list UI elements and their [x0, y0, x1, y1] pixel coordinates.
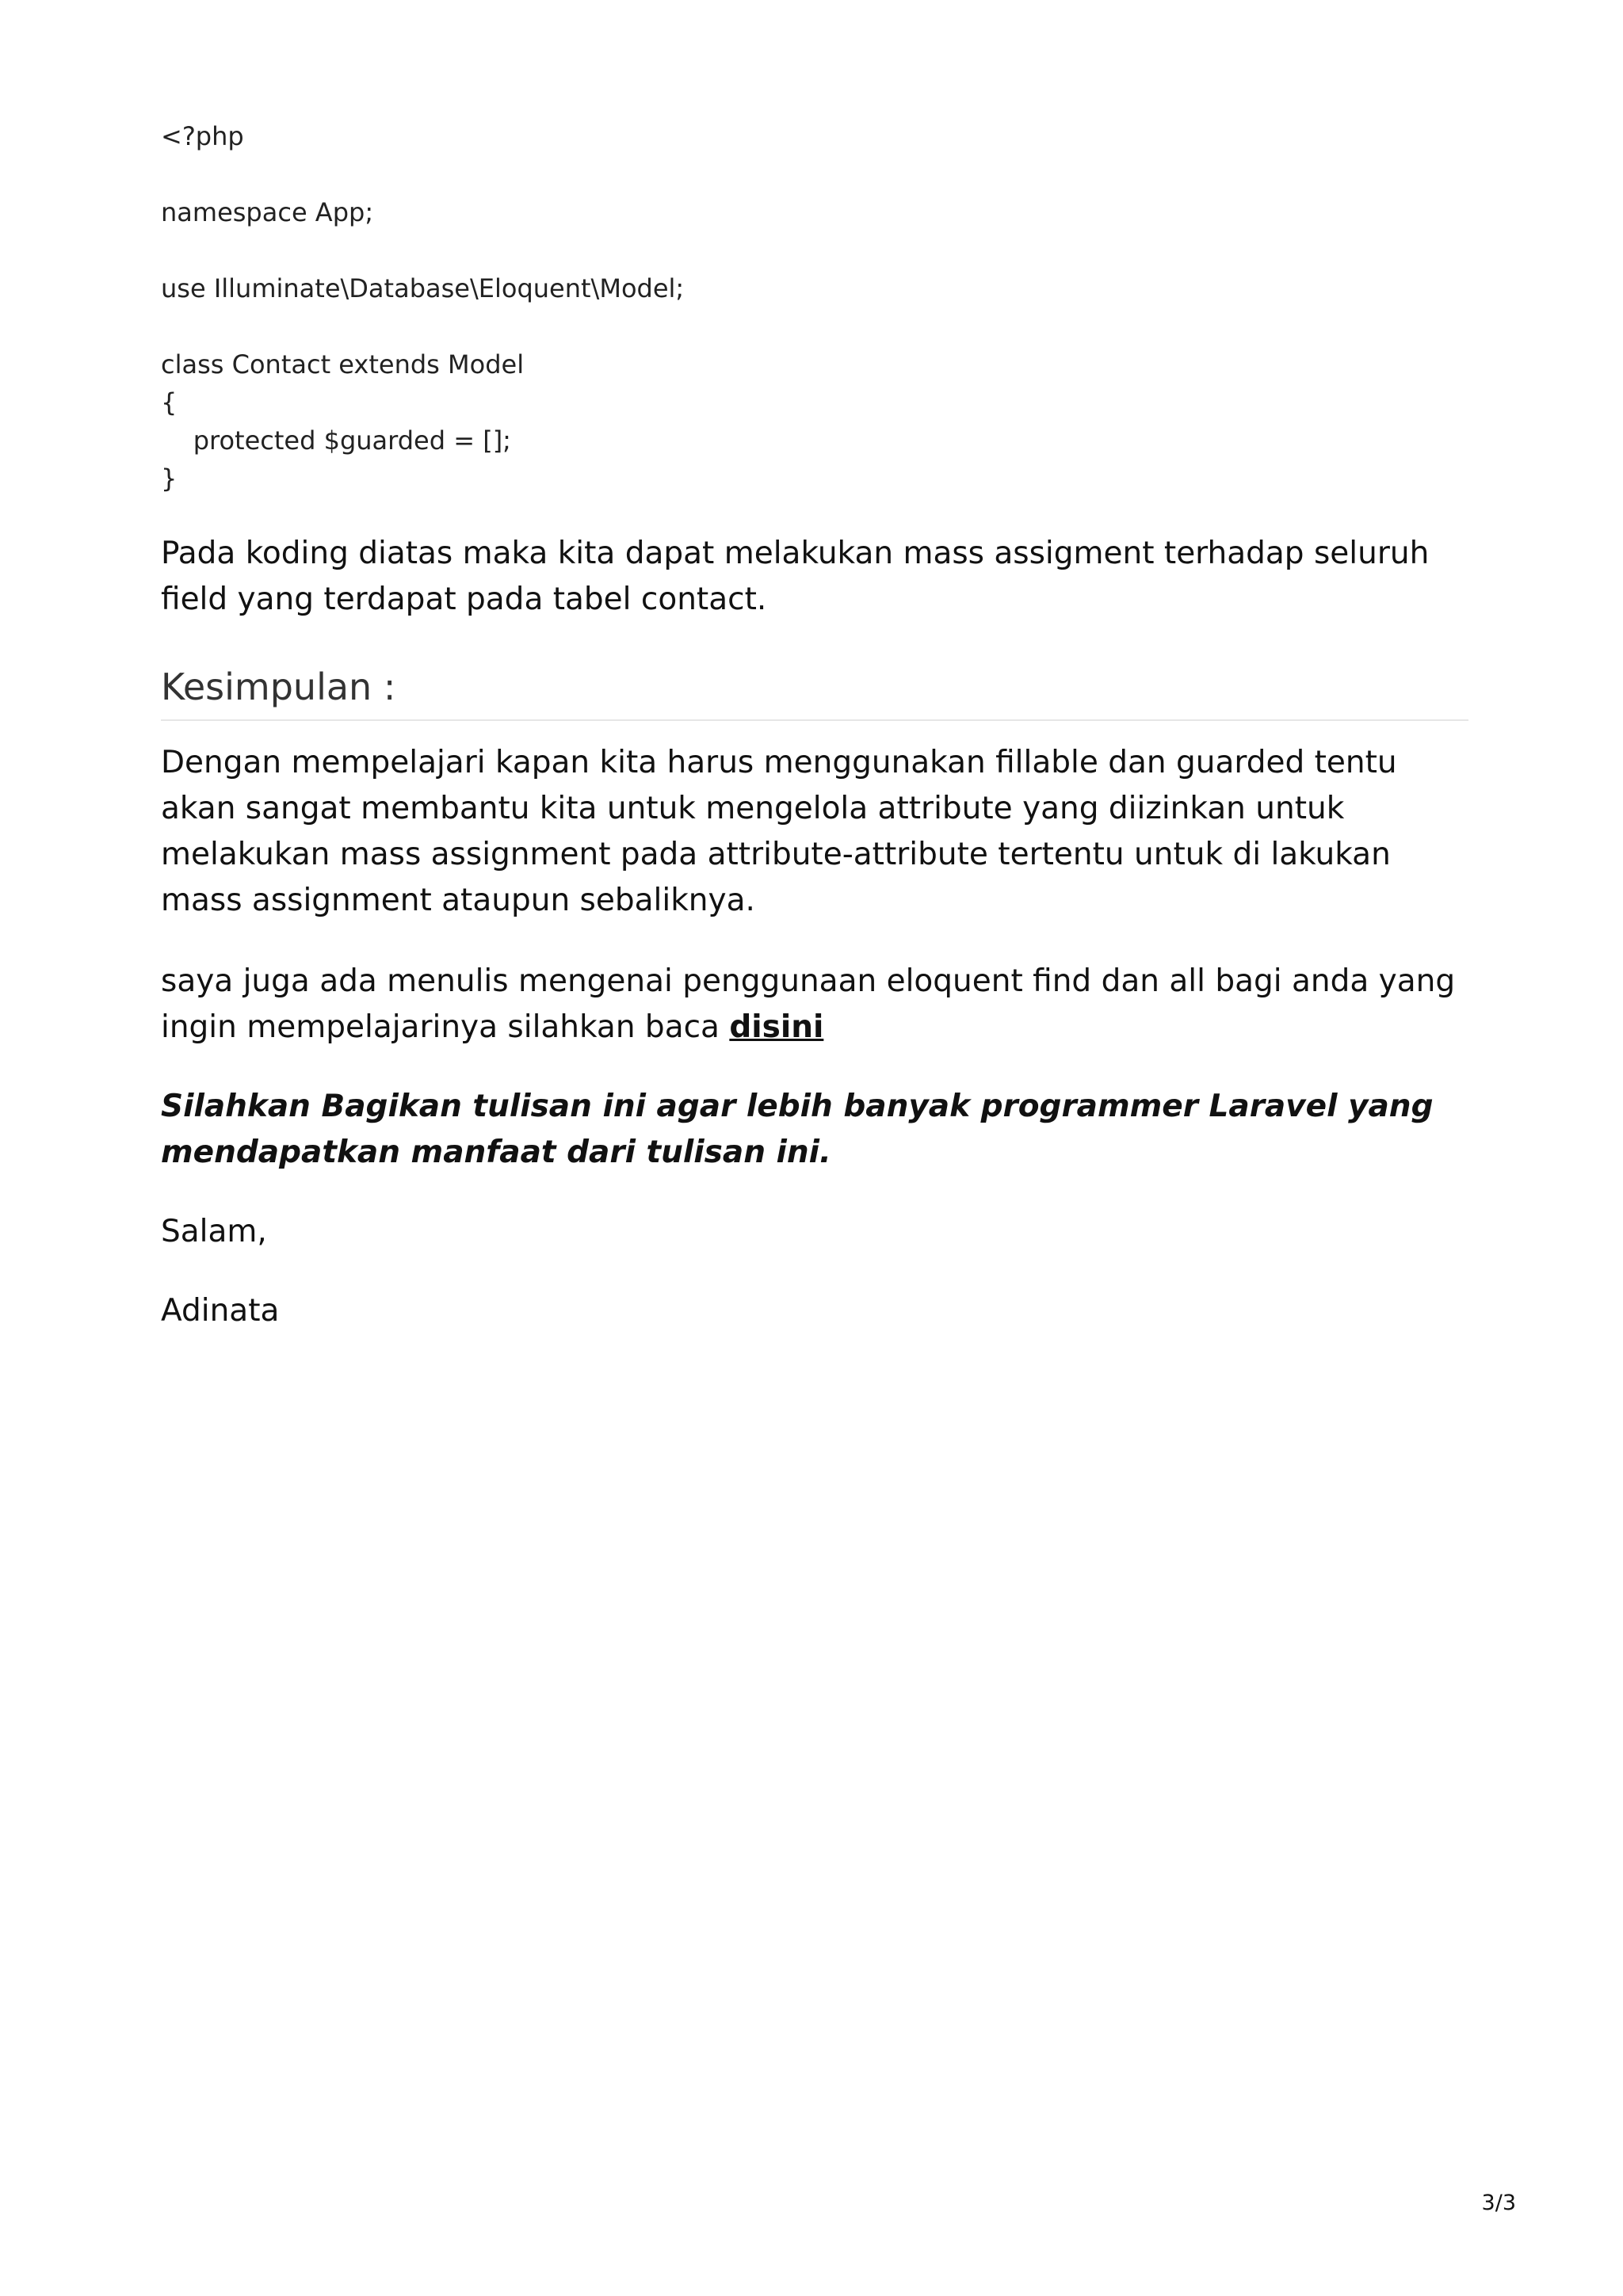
author-name: Adinata [161, 1293, 280, 1329]
page-number: 3/3 [1481, 2191, 1516, 2215]
related-text: saya juga ada menulis mengenai penggunaan eloquent find dan all bagi anda yang ingin mempelajarinya silahkan baca [161, 963, 1456, 1045]
code-line: protected $guarded = []; [161, 425, 511, 456]
heading-divider [161, 719, 1468, 721]
greeting: Salam, [161, 1214, 267, 1249]
code-line: class Contact extends Model [161, 349, 525, 379]
code-line [161, 155, 684, 193]
code-line: { [161, 387, 178, 418]
conclusion-heading: Kesimpulan : [161, 666, 396, 708]
code-line: <?php [161, 121, 244, 151]
share-paragraph: Silahkan Bagikan tulisan ini agar lebih banyak programmer Laravel yang mendapatkan manfaat dari tulisan ini. [161, 1089, 1434, 1170]
disini-link[interactable]: disini [729, 1009, 824, 1045]
conclusion-paragraph: Dengan mempelajari kapan kita harus menggunakan fillable dan guarded tentu akan sangat membantu kita untuk mengelola attribute yang diizinkan untuk melakukan mass assignment pada attribute-attribute tertentu untuk di lakukan mass assignment ataupun sebaliknya. [161, 745, 1397, 918]
code-line: namespace App; [161, 197, 374, 227]
code-line: } [161, 463, 178, 494]
paragraph-after-code: Pada koding diatas maka kita dapat melakukan mass assigment terhadap seluruh field yang terdapat pada tabel contact. [161, 536, 1430, 617]
code-block [161, 117, 684, 498]
code-line [161, 231, 684, 269]
related-paragraph [161, 959, 1468, 1051]
code-line [161, 307, 684, 345]
code-line: use Illuminate\Database\Eloquent\Model; [161, 273, 685, 303]
